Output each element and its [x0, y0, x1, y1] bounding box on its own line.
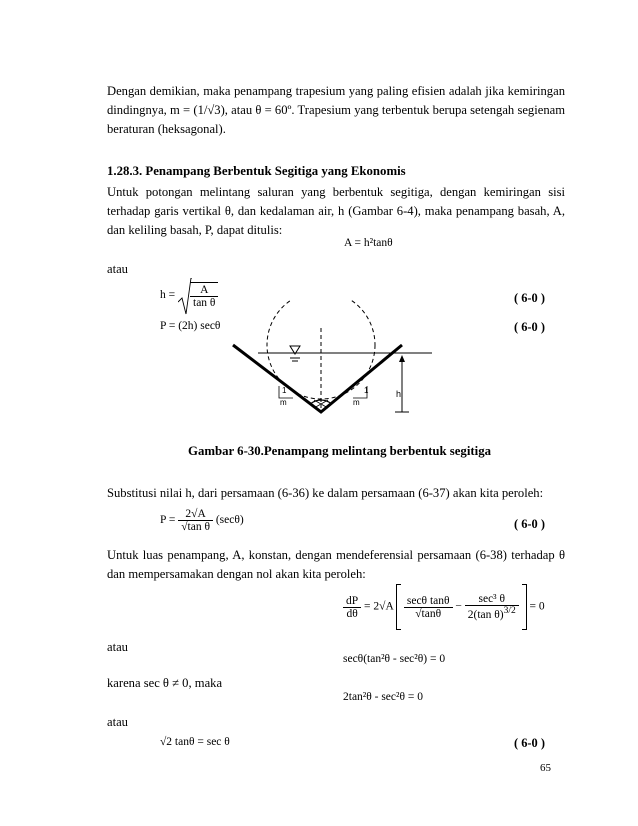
slope-label-m-left: m — [280, 398, 287, 407]
depth-label-h: h — [396, 389, 402, 399]
atau-1: atau — [107, 262, 128, 276]
equation-number-4: ( 6-0 ) — [514, 736, 545, 750]
equation-h — [160, 282, 218, 309]
equation-h-num: A — [190, 284, 218, 297]
equation-P2-lhs: P = — [160, 514, 176, 527]
section-heading: 1.28.3. Penampang Berbentuk Segitiga yang Ekonomis — [107, 164, 406, 178]
definition-paragraph: Untuk potongan melintang saluran yang berbentuk segitiga, dengan kemiringan sisi terhadap garis vertikal θ, dan kedalaman air, h (Gambar 6-4), maka penampang basah, A, dan keliling basah, P, dapat ditulis: — [107, 185, 565, 237]
term1-num: secθ tanθ — [404, 595, 453, 608]
derivative-den: dθ — [346, 607, 358, 620]
page-number: 65 — [540, 762, 551, 774]
substitution-paragraph: Substitusi nilai h, dari persamaan (6-36) ke dalam persamaan (6-37) akan kita peroleh: — [107, 486, 544, 500]
equation-tan: 2tan²θ - sec²θ = 0 — [343, 691, 423, 703]
equation-h-lhs: h = — [160, 289, 176, 302]
slope-label-1-left: 1 — [282, 386, 287, 395]
equation-derivative — [343, 584, 545, 634]
atau-2: atau — [107, 640, 128, 654]
term2-num: sec³ θ — [465, 593, 519, 606]
term2-den: 2(tan θ) — [467, 608, 504, 621]
equation-P2 — [160, 508, 244, 533]
figure-caption: Gambar 6-30.Penampang melintang berbentuk segitiga — [188, 444, 491, 458]
minus-sign: − — [455, 600, 462, 613]
derivative-coef: = 2√A — [364, 600, 394, 613]
equation-P2-rhs: (secθ) — [215, 514, 244, 527]
differentiation-paragraph: Untuk luas penampang, A, konstan, dengan mendeferensial persamaan (6-38) terhadap θ dan mempersamakan dengan nol akan kita peroleh: — [107, 548, 565, 581]
equation-h-den: tan θ — [193, 297, 216, 309]
slope-label-m-right: m — [353, 398, 360, 407]
derivative-num: dP — [343, 595, 361, 608]
slope-label-1-right: 1 — [364, 386, 369, 395]
derivative-rhs: = 0 — [529, 600, 545, 613]
equation-area: A = h²tanθ — [344, 237, 393, 249]
atau-3: atau — [107, 715, 128, 729]
equation-number-3: ( 6-0 ) — [514, 517, 545, 531]
equation-final: √2 tanθ = sec θ — [160, 736, 230, 748]
equation-P2-num: 2√A — [178, 508, 213, 521]
karena-text: karena sec θ ≠ 0, maka — [107, 676, 223, 690]
triangular-channel-figure — [230, 300, 440, 425]
equation-number-2: ( 6-0 ) — [514, 320, 545, 334]
term2-exponent: 3/2 — [503, 606, 516, 617]
equation-number-1: ( 6-0 ) — [514, 291, 545, 305]
equation-sec: secθ(tan²θ - sec²θ) = 0 — [343, 653, 446, 665]
equation-P: P = (2h) secθ — [160, 320, 221, 332]
intro-paragraph: Dengan demikian, maka penampang trapesium yang paling efisien adalah jika kemiringan dindingnya, m = (1/√3), atau θ = 60º. Trapesium yang terbentuk berupa setengah segienam beraturan (heksagonal). — [107, 84, 565, 136]
sqrt-sign — [178, 278, 192, 318]
equation-P2-den: √tan θ — [181, 521, 210, 533]
term1-den: √tanθ — [415, 607, 442, 620]
